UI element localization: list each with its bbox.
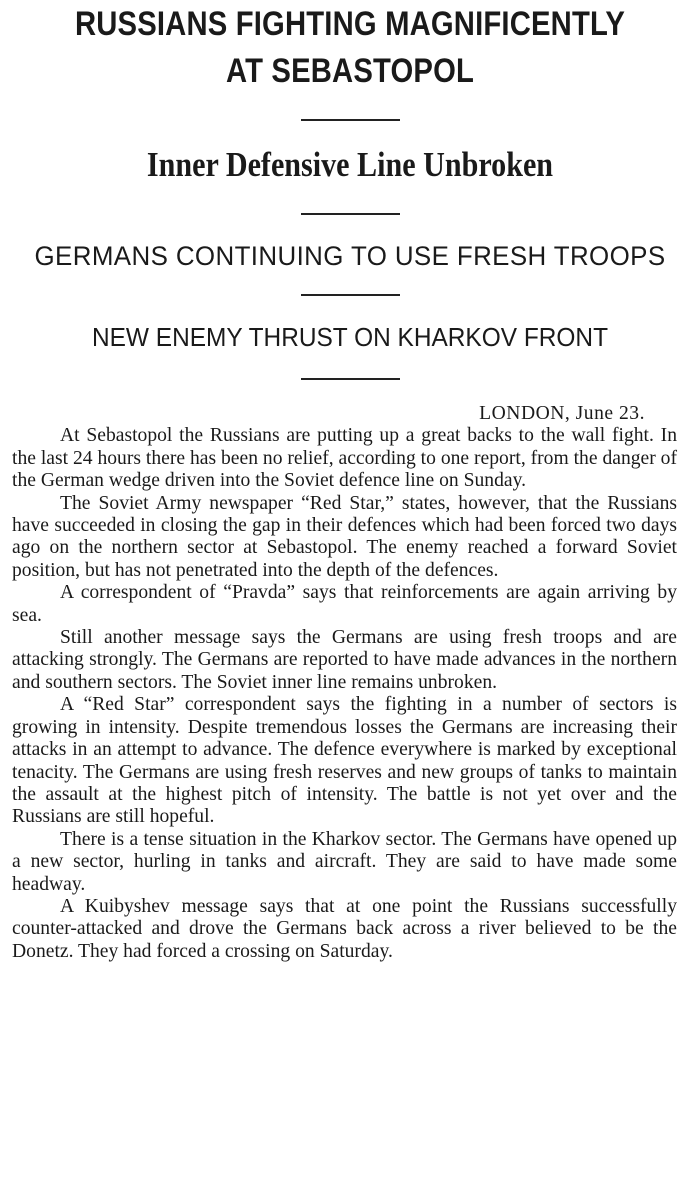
divider-rule — [301, 294, 400, 296]
paragraph: A Kuibyshev message says that at one point the Russians successfully counter-attacked and drove the Germans back across a river believed to be the Donetz. They had forced a crossing on Saturday. — [12, 895, 677, 962]
dateline: LONDON, June 23. — [479, 403, 645, 424]
divider-rule — [301, 378, 400, 380]
paragraph: A “Red Star” correspondent says the fighting in a number of sectors is growing in intensity. Despite tremendous losses the Germans are increasing their attacks in an attempt to advance. The defence everywhere is marked by exceptional tenacity. The Germans are using fresh reserves and new groups of tanks to maintain the assault at the highest pitch of intensity. The battle is not yet over and the Russians are still hopeful. — [12, 694, 677, 828]
headline-line-2: AT SEBASTOPOL — [225, 52, 475, 90]
paragraph: A correspondent of “Pravda” says that reinforcements are again arriving by sea. — [12, 582, 677, 626]
deck-line-1: GERMANS CONTINUING TO USE FRESH TROOPS — [34, 241, 666, 271]
paragraph: The Soviet Army newspaper “Red Star,” states, however, that the Russians have succeeded in closing the gap in their defences which had been forced two days ago on the northern sector at Sebastopol. The enemy reached a forward Soviet position, but has not penetrated into the depth of the defences. — [12, 492, 677, 581]
paragraph: At Sebastopol the Russians are putting up a great backs to the wall fight. In the last 24 hours there has been no relief, according to one report, from the danger of the German wedge driven into the Soviet defence line on Sunday. — [12, 425, 677, 492]
headline-line-1: RUSSIANS FIGHTING MAGNIFICENTLY — [74, 5, 626, 43]
divider-rule — [301, 213, 400, 215]
paragraph: There is a tense situation in the Kharkov sector. The Germans have opened up a new sector, hurling in tanks and aircraft. They are said to have made some headway. — [12, 828, 677, 895]
article-body — [12, 403, 677, 963]
paragraph: Still another message says the Germans are using fresh troops and are attacking strongly. The Germans are reported to have made advances in the northern and southern sectors. The Soviet inner line remains unbroken. — [12, 627, 677, 693]
deck-line-2: NEW ENEMY THRUST ON KHARKOV FRONT — [91, 322, 609, 352]
divider-rule — [301, 119, 400, 121]
subheadline: Inner Defensive Line Unbroken — [146, 145, 554, 184]
